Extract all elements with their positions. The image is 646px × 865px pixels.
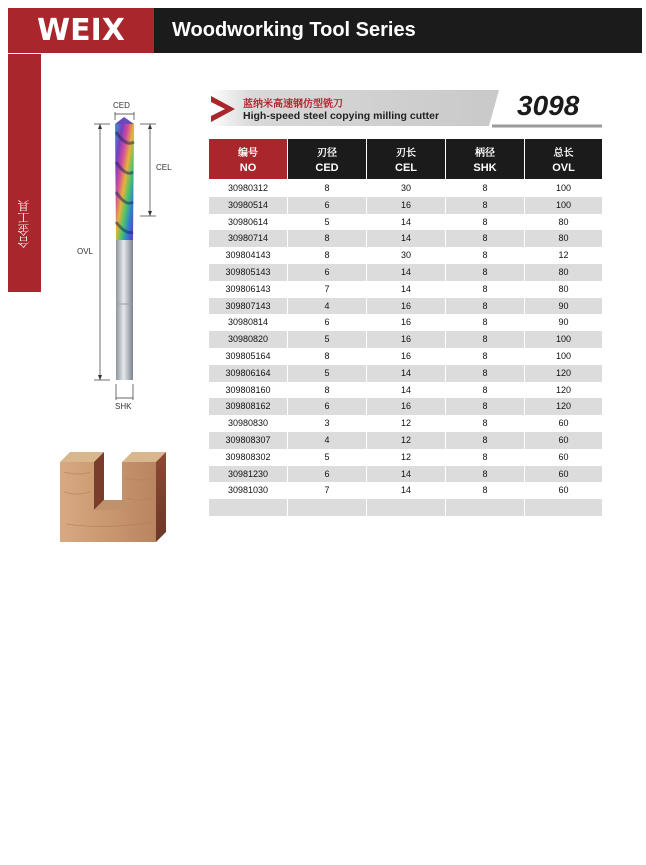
- column-header-cn: 刃径: [317, 148, 337, 159]
- column-separator: [366, 331, 367, 348]
- table-cell: 8: [324, 384, 330, 395]
- table-row: [209, 365, 602, 382]
- column-separator: [287, 482, 288, 499]
- column-separator: [524, 365, 525, 382]
- column-separator: [524, 197, 525, 214]
- table-cell: 6: [324, 401, 330, 412]
- table-cell: 60: [558, 434, 569, 445]
- table-cell: 30981030: [227, 485, 269, 496]
- table-cell: 8: [482, 334, 488, 345]
- table-row: [209, 247, 602, 264]
- table-row: [209, 197, 602, 214]
- table-cell: 8: [482, 468, 488, 479]
- table-cell: 3: [324, 418, 330, 429]
- table-cell: 14: [400, 384, 411, 395]
- column-separator: [366, 432, 367, 449]
- table-cell: 8: [482, 367, 488, 378]
- column-separator: [445, 331, 446, 348]
- table-cell: 8: [482, 317, 488, 328]
- product-name-cn: 蓝纳米高速钢仿型铣刀: [243, 99, 343, 110]
- column-separator: [445, 264, 446, 281]
- table-cell: 90: [558, 317, 569, 328]
- table-row: [209, 331, 602, 348]
- column-separator: [287, 415, 288, 432]
- table-cell: 60: [558, 485, 569, 496]
- logo-text: WEIX: [37, 13, 125, 48]
- column-separator: [445, 180, 446, 197]
- table-cell: 309807143: [225, 300, 271, 311]
- table-cell: 8: [324, 183, 330, 193]
- table-cell: 60: [558, 468, 569, 479]
- column-separator: [524, 314, 525, 331]
- table-cell: 8: [482, 300, 488, 311]
- column-separator: [287, 214, 288, 231]
- table-cell: 8: [482, 485, 488, 496]
- column-header-en: NO: [239, 162, 257, 174]
- table-cell: 16: [400, 350, 411, 361]
- column-separator: [445, 365, 446, 382]
- table-cell: 309808160: [225, 384, 271, 395]
- column-separator: [287, 466, 288, 483]
- column-separator: [366, 230, 367, 247]
- column-separator: [524, 281, 525, 298]
- table-row: [209, 482, 602, 499]
- column-separator: [366, 247, 367, 264]
- table-row: [209, 499, 602, 516]
- table-cell: 6: [324, 468, 330, 479]
- table-cell: 100: [555, 183, 572, 193]
- table-cell: 16: [400, 317, 411, 328]
- column-separator: [524, 180, 525, 197]
- column-separator: [366, 180, 367, 197]
- shk-dim-label: SHK: [115, 402, 132, 411]
- table-row: [209, 230, 602, 247]
- table-row: [209, 466, 602, 483]
- column-separator: [445, 247, 446, 264]
- table-row: [209, 348, 602, 365]
- table-cell: 30980714: [227, 233, 269, 244]
- column-separator: [287, 298, 288, 315]
- column-separator: [366, 499, 367, 516]
- column-separator: [524, 214, 525, 231]
- table-cell: 16: [400, 401, 411, 412]
- table-cell: 4: [324, 434, 330, 445]
- table-cell: 8: [324, 233, 330, 244]
- side-category-tab: [8, 54, 41, 292]
- column-separator: [366, 264, 367, 281]
- spec-table-body: [209, 180, 602, 516]
- column-separator: [445, 449, 446, 466]
- column-separator: [287, 398, 288, 415]
- banner-arrow-icon: [209, 94, 239, 124]
- column-separator: [524, 348, 525, 365]
- column-separator: [366, 382, 367, 399]
- product-name-en: High-speed steel copying milling cutter: [243, 110, 440, 122]
- column-separator: [524, 499, 525, 516]
- table-cell: 14: [400, 367, 411, 378]
- table-cell: 30: [400, 250, 411, 261]
- table-cell: 5: [324, 451, 330, 462]
- column-header-cn: 柄径: [475, 148, 495, 159]
- table-cell: 12: [400, 418, 411, 429]
- table-cell: 8: [482, 434, 488, 445]
- column-separator: [445, 499, 446, 516]
- column-separator: [445, 482, 446, 499]
- column-header-en: OVL: [552, 162, 575, 174]
- column-separator: [287, 331, 288, 348]
- table-cell: 14: [400, 468, 411, 479]
- column-separator: [524, 230, 525, 247]
- column-separator: [366, 314, 367, 331]
- column-header-cel: [367, 139, 445, 179]
- table-cell: 309808307: [225, 434, 271, 445]
- table-cell: 12: [400, 451, 411, 462]
- column-separator: [366, 398, 367, 415]
- column-separator: [445, 415, 446, 432]
- page-title: Woodworking Tool Series: [172, 19, 416, 41]
- table-row: [209, 432, 602, 449]
- table-cell: 12: [400, 434, 411, 445]
- column-separator: [524, 466, 525, 483]
- column-separator: [287, 247, 288, 264]
- table-cell: 60: [558, 418, 569, 429]
- table-cell: 30980312: [227, 183, 269, 193]
- column-header-no: [209, 139, 287, 179]
- table-row: [209, 214, 602, 231]
- table-row: [209, 180, 602, 197]
- ced-dim-label: CED: [113, 101, 130, 110]
- table-cell: 309806143: [225, 283, 271, 294]
- column-separator: [445, 298, 446, 315]
- table-cell: 80: [558, 266, 569, 277]
- table-cell: 100: [555, 334, 572, 345]
- table-cell: 4: [324, 300, 330, 311]
- column-separator: [524, 398, 525, 415]
- table-cell: 100: [555, 350, 572, 361]
- column-separator: [287, 365, 288, 382]
- table-cell: 14: [400, 216, 411, 227]
- column-separator: [287, 281, 288, 298]
- table-cell: 12: [558, 250, 569, 261]
- table-cell: 30980814: [227, 317, 269, 328]
- column-separator: [445, 432, 446, 449]
- column-header-ced: [288, 139, 366, 179]
- table-cell: [446, 499, 524, 516]
- table-cell: 8: [482, 216, 488, 227]
- column-separator: [524, 298, 525, 315]
- table-cell: 6: [324, 199, 330, 210]
- table-cell: 8: [482, 451, 488, 462]
- column-separator: [366, 365, 367, 382]
- column-separator: [366, 281, 367, 298]
- table-cell: 100: [555, 199, 572, 210]
- column-separator: [524, 482, 525, 499]
- table-cell: 309808302: [225, 451, 271, 462]
- column-separator: [366, 415, 367, 432]
- table-cell: 16: [400, 334, 411, 345]
- table-cell: 8: [482, 183, 488, 193]
- column-separator: [524, 247, 525, 264]
- table-cell: 5: [324, 216, 330, 227]
- table-cell: 6: [324, 266, 330, 277]
- table-cell: 30980830: [227, 418, 269, 429]
- column-header-en: CEL: [395, 162, 417, 174]
- table-row: [209, 382, 602, 399]
- table-header: [209, 139, 602, 179]
- table-row: [209, 298, 602, 315]
- column-separator: [287, 314, 288, 331]
- table-cell: [209, 499, 287, 516]
- table-cell: 8: [482, 384, 488, 395]
- table-row: [209, 449, 602, 466]
- table-cell: 5: [324, 334, 330, 345]
- column-separator: [524, 432, 525, 449]
- column-separator: [524, 382, 525, 399]
- table-cell: 309805164: [225, 350, 271, 361]
- table-cell: 8: [482, 418, 488, 429]
- table-cell: 30981230: [227, 468, 269, 479]
- table-cell: 80: [558, 233, 569, 244]
- logo: [8, 8, 154, 53]
- column-separator: [445, 348, 446, 365]
- table-row: [209, 281, 602, 298]
- table-cell: 30: [400, 183, 411, 193]
- table-cell: 8: [482, 233, 488, 244]
- table-cell: 8: [482, 199, 488, 210]
- column-separator: [524, 264, 525, 281]
- table-cell: 80: [558, 283, 569, 294]
- table-cell: 8: [324, 350, 330, 361]
- column-header-en: SHK: [473, 162, 497, 174]
- column-separator: [287, 264, 288, 281]
- table-row: [209, 398, 602, 415]
- table-cell: 80: [558, 216, 569, 227]
- column-separator: [287, 449, 288, 466]
- table-cell: 14: [400, 266, 411, 277]
- column-header-cn: 刃长: [396, 148, 416, 159]
- ovl-dim-label: OVL: [77, 247, 94, 256]
- column-separator: [287, 348, 288, 365]
- column-separator: [366, 197, 367, 214]
- column-separator: [366, 449, 367, 466]
- table-cell: 7: [324, 283, 330, 294]
- tool-shank: [116, 240, 133, 380]
- table-cell: 309806164: [225, 367, 271, 378]
- table-cell: [525, 499, 602, 516]
- table-cell: 5: [324, 367, 330, 378]
- table-cell: 309808162: [225, 401, 271, 412]
- table-cell: 90: [558, 300, 569, 311]
- tool-diagram: [60, 92, 180, 422]
- table-cell: 120: [555, 384, 572, 395]
- table-cell: 8: [482, 250, 488, 261]
- table-cell: 16: [400, 199, 411, 210]
- cel-dim-label: CEL: [156, 163, 172, 172]
- column-separator: [287, 197, 288, 214]
- column-separator: [366, 466, 367, 483]
- table-row: [209, 415, 602, 432]
- table-cell: 8: [482, 350, 488, 361]
- table-cell: [288, 499, 366, 516]
- table-cell: 8: [482, 401, 488, 412]
- product-code: 3098: [517, 90, 580, 121]
- column-separator: [287, 499, 288, 516]
- table-cell: 14: [400, 233, 411, 244]
- table-cell: 120: [555, 401, 572, 412]
- table-cell: 7: [324, 485, 330, 496]
- column-separator: [287, 432, 288, 449]
- column-separator: [287, 382, 288, 399]
- table-cell: 309804143: [225, 250, 271, 261]
- column-separator: [445, 382, 446, 399]
- table-cell: 30980820: [227, 334, 269, 345]
- column-header-en: CED: [315, 162, 339, 174]
- table-cell: 30980514: [227, 199, 269, 210]
- table-row: [209, 314, 602, 331]
- column-header-shk: [446, 139, 524, 179]
- table-cell: 8: [482, 266, 488, 277]
- column-separator: [287, 180, 288, 197]
- column-separator: [445, 281, 446, 298]
- column-separator: [524, 449, 525, 466]
- column-header-ovl: [525, 139, 602, 179]
- column-separator: [445, 214, 446, 231]
- table-cell: 8: [324, 250, 330, 261]
- column-separator: [445, 314, 446, 331]
- column-separator: [524, 331, 525, 348]
- column-header-cn: 总长: [553, 148, 574, 159]
- column-separator: [366, 482, 367, 499]
- table-cell: 309805143: [225, 266, 271, 277]
- table-cell: 120: [555, 367, 572, 378]
- side-category-label: 合金工具: [17, 200, 31, 248]
- column-separator: [445, 230, 446, 247]
- column-separator: [524, 415, 525, 432]
- column-separator: [445, 398, 446, 415]
- workpiece-illustration: [60, 452, 170, 544]
- column-separator: [366, 214, 367, 231]
- column-separator: [287, 230, 288, 247]
- column-separator: [366, 348, 367, 365]
- table-row: [209, 264, 602, 281]
- table-cell: 6: [324, 317, 330, 328]
- column-separator: [445, 197, 446, 214]
- column-separator: [366, 298, 367, 315]
- column-header-cn: 编号: [238, 148, 258, 159]
- column-separator: [445, 466, 446, 483]
- table-cell: 14: [400, 485, 411, 496]
- table-cell: 60: [558, 451, 569, 462]
- table-cell: 16: [400, 300, 411, 311]
- table-cell: 30980614: [227, 216, 269, 227]
- table-cell: 8: [482, 283, 488, 294]
- table-cell: 14: [400, 283, 411, 294]
- table-cell: [367, 499, 445, 516]
